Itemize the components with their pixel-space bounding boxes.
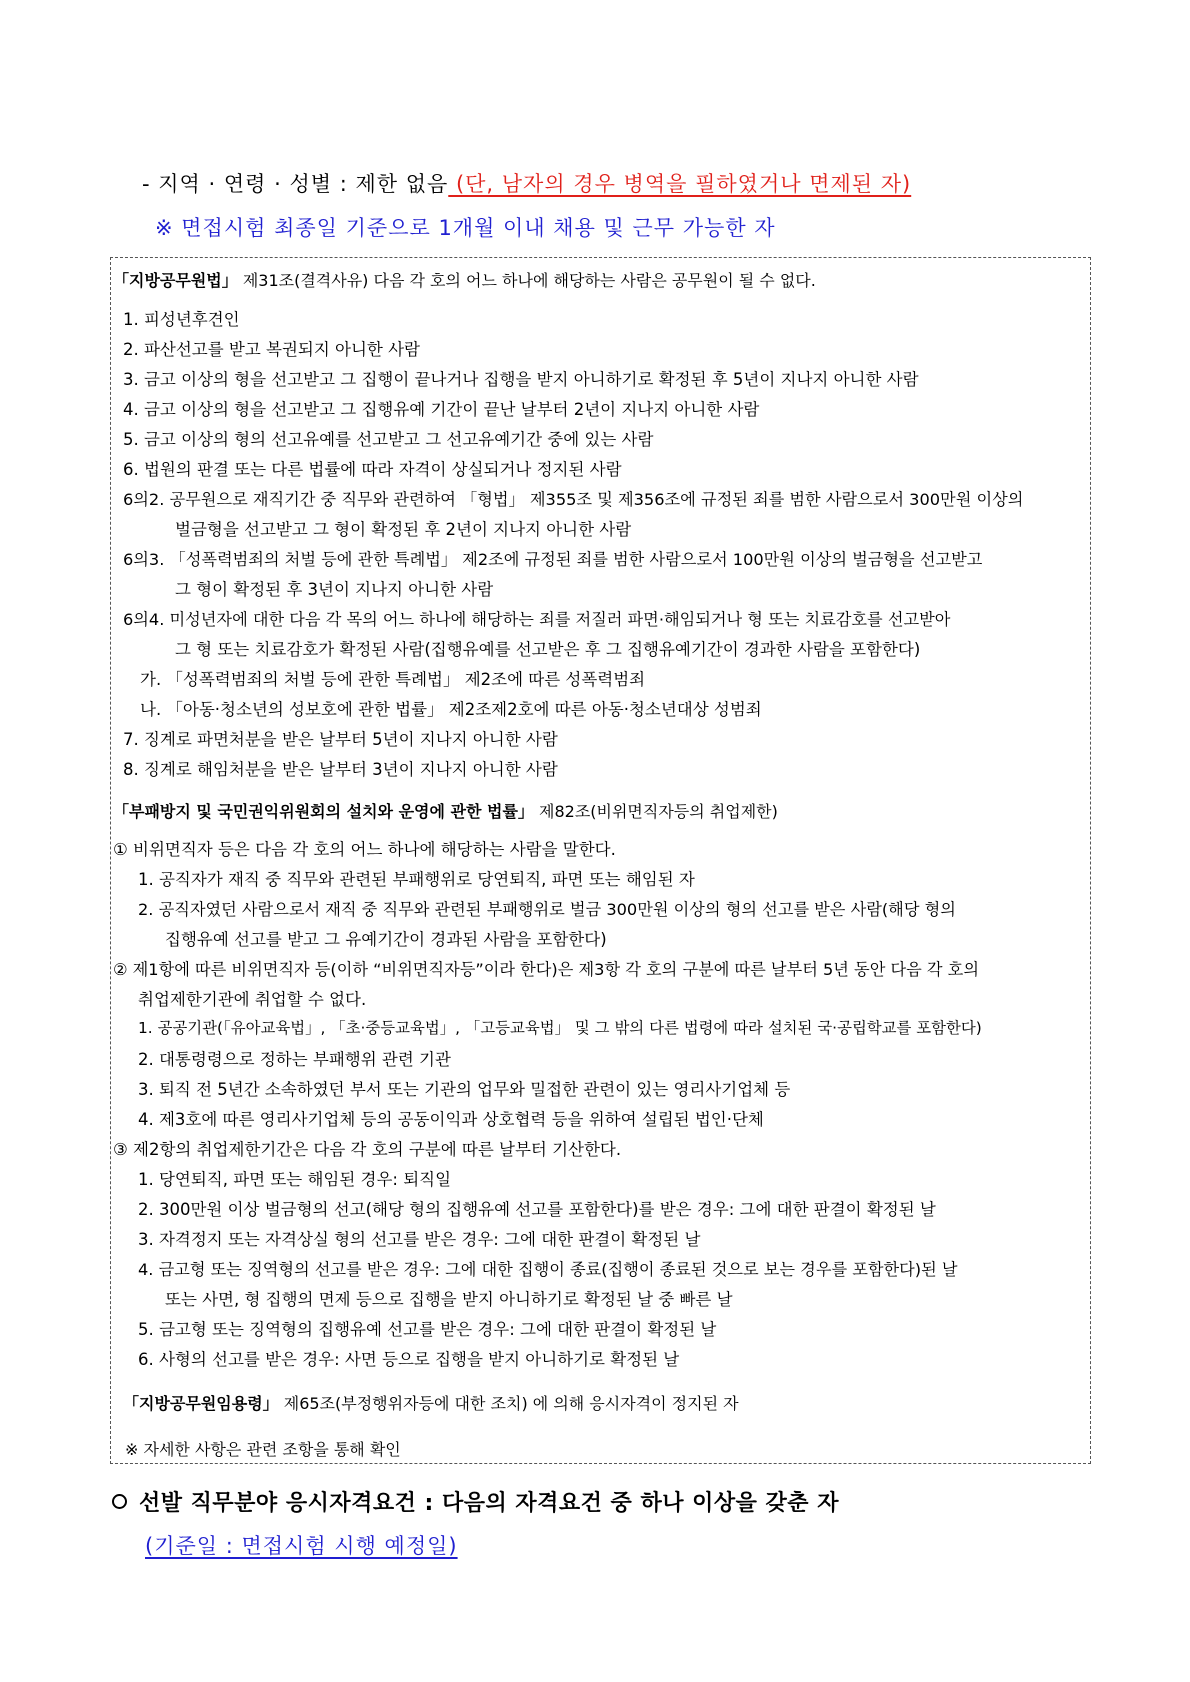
law3-heading <box>123 1391 739 1414</box>
law2-item: 2. 대통령령으로 정하는 부패행위 관련 기관 <box>138 1050 451 1069</box>
law2-paragraph: ③ 제2항의 취업제한기간은 다음 각 호의 구분에 따른 날부터 기산한다. <box>113 1140 622 1159</box>
law2-title-rest: 제82조(비위면직자등의 취업제한) <box>533 802 778 821</box>
law1-item: 3. 금고 이상의 형을 선고받고 그 집행이 끝나거나 집행을 받지 아니하기로 확정된 후 5년이 지나지 아니한 사람 <box>123 370 919 389</box>
law1-item-cont: 벌금형을 선고받고 그 형이 확정된 후 2년이 지나지 아니한 사람 <box>175 520 632 539</box>
law1-item: 4. 금고 이상의 형을 선고받고 그 집행유예 기간이 끝난 날부터 2년이 지나지 아니한 사람 <box>123 400 760 419</box>
section-subtitle: (기준일 : 면접시험 시행 예정일) <box>145 1534 458 1558</box>
law1-item: 7. 징계로 파면처분을 받은 날부터 5년이 지나지 아니한 사람 <box>123 730 558 749</box>
law3-title: 「지방공무원임용령」 <box>123 1394 279 1413</box>
law2-item: 6. 사형의 선고를 받은 경우: 사면 등으로 집행을 받지 아니하기로 확정된 날 <box>138 1350 680 1369</box>
law2-item: 2. 300만원 이상 벌금형의 선고(해당 형의 집행유예 선고를 포함한다)를 받은 경우: 그에 대한 판결이 확정된 날 <box>138 1200 936 1219</box>
law1-item: 6의3. 「성폭력범죄의 처벌 등에 관한 특례법」 제2조에 규정된 죄를 범한 사람으로서 100만원 이상의 벌금형을 선고받고 <box>123 550 983 569</box>
law2-item: 1. 공공기관(「유아교육법」, 「초·중등교육법」, 「고등교육법」 및 그 밖의 다른 법령에 따라 설치된 국·공립학교를 포함한다) <box>138 1019 982 1037</box>
condition-text: - 지역 · 연령 · 성별 : 제한 없음 <box>142 172 449 196</box>
law1-item: 2. 파산선고를 받고 복권되지 아니한 사람 <box>123 340 420 359</box>
law1-title-rest: 제31조(결격사유) 다음 각 호의 어느 하나에 해당하는 사람은 공무원이 될 수 없다. <box>237 271 816 290</box>
reference-note: ※ 자세한 사항은 관련 조항을 통해 확인 <box>125 1440 401 1459</box>
law1-subitem: 나. 「아동·청소년의 성보호에 관한 법률」 제2조제2호에 따른 아동·청소년대상 성범죄 <box>140 700 762 719</box>
law2-paragraph: ② 제1항에 따른 비위면직자 등(이하 “비위면직자등”이라 한다)은 제3항 각 호의 구분에 따른 날부터 5년 동안 다음 각 호의 <box>113 960 979 979</box>
law2-item: 4. 제3호에 따른 영리사기업체 등의 공동이익과 상호협력 등을 위하여 설립된 법인·단체 <box>138 1110 764 1129</box>
law1-item-cont: 그 형이 확정된 후 3년이 지나지 아니한 사람 <box>175 580 494 599</box>
circle-bullet-icon <box>112 1494 127 1509</box>
law2-item: 3. 자격정지 또는 자격상실 형의 선고를 받은 경우: 그에 대한 판결이 확정된 날 <box>138 1230 701 1249</box>
law1-item: 1. 피성년후견인 <box>123 310 240 329</box>
law2-title: 「부패방지 및 국민권익위원회의 설치와 운영에 관한 법률」 <box>113 802 534 821</box>
law2-heading <box>113 799 778 822</box>
law2-item: 2. 공직자였던 사람으로서 재직 중 직무와 관련된 부패행위로 벌금 300만원 이상의 형의 선고를 받은 사람(해당 형의 <box>138 900 956 919</box>
military-condition-text: (단, 남자의 경우 병역을 필하였거나 면제된 자) <box>448 172 912 196</box>
law2-item-cont: 집행유예 선고를 받고 그 유예기간이 경과된 사람을 포함한다) <box>165 930 607 949</box>
law3-title-rest: 제65조(부정행위자등에 대한 조치) 에 의해 응시자격이 정지된 자 <box>278 1394 739 1413</box>
law2-item: 3. 퇴직 전 5년간 소속하였던 부서 또는 기관의 업무와 밀접한 관련이 있는 영리사기업체 등 <box>138 1080 791 1099</box>
law2-item-cont: 또는 사면, 형 집행의 면제 등으로 집행을 받지 아니하기로 확정된 날 중 빠른 날 <box>165 1290 733 1309</box>
law1-title: 「지방공무원법」 <box>113 271 238 290</box>
law2-paragraph: ① 비위면직자 등은 다음 각 호의 어느 하나에 해당하는 사람을 말한다. <box>113 840 616 859</box>
law2-item: 5. 금고형 또는 징역형의 집행유예 선고를 받은 경우: 그에 대한 판결이 확정된 날 <box>138 1320 717 1339</box>
law2-item: 1. 당연퇴직, 파면 또는 해임된 경우: 퇴직일 <box>138 1170 452 1189</box>
section-heading <box>112 1486 839 1517</box>
section-title: 선발 직무분야 응시자격요건 : 다음의 자격요건 중 하나 이상을 갖춘 자 <box>139 1491 839 1516</box>
employment-availability-note: ※ 면접시험 최종일 기준으로 1개월 이내 채용 및 근무 가능한 자 <box>155 216 776 240</box>
law1-item: 6의4. 미성년자에 대한 다음 각 목의 어느 하나에 해당하는 죄를 저질러 파면·해임되거나 형 또는 치료감호를 선고받아 <box>123 610 951 629</box>
law1-item-cont: 그 형 또는 치료감호가 확정된 사람(집행유예를 선고받은 후 그 집행유예기간이 경과한 사람을 포함한다) <box>175 640 921 659</box>
law1-item: 6의2. 공무원으로 재직기간 중 직무와 관련하여 「형법」 제355조 및 제356조에 규정된 죄를 범한 사람으로서 300만원 이상의 <box>123 490 1024 509</box>
law2-item: 1. 공직자가 재직 중 직무와 관련된 부패행위로 당연퇴직, 파면 또는 해임된 자 <box>138 870 695 889</box>
law1-item: 5. 금고 이상의 형의 선고유예를 선고받고 그 선고유예기간 중에 있는 사람 <box>123 430 654 449</box>
law1-item: 8. 징계로 해임처분을 받은 날부터 3년이 지나지 아니한 사람 <box>123 760 558 779</box>
law2-item: 4. 금고형 또는 징역형의 선고를 받은 경우: 그에 대한 집행이 종료(집행이 종료된 것으로 보는 경우를 포함한다)된 날 <box>138 1260 958 1279</box>
eligibility-condition-line <box>142 168 911 198</box>
law1-subitem: 가. 「성폭력범죄의 처벌 등에 관한 특례법」 제2조에 따른 성폭력범죄 <box>140 670 646 689</box>
law2-paragraph-cont: 취업제한기관에 취업할 수 없다. <box>138 990 367 1009</box>
law1-heading <box>113 268 816 291</box>
law1-item: 6. 법원의 판결 또는 다른 법률에 따라 자격이 상실되거나 정지된 사람 <box>123 460 622 479</box>
